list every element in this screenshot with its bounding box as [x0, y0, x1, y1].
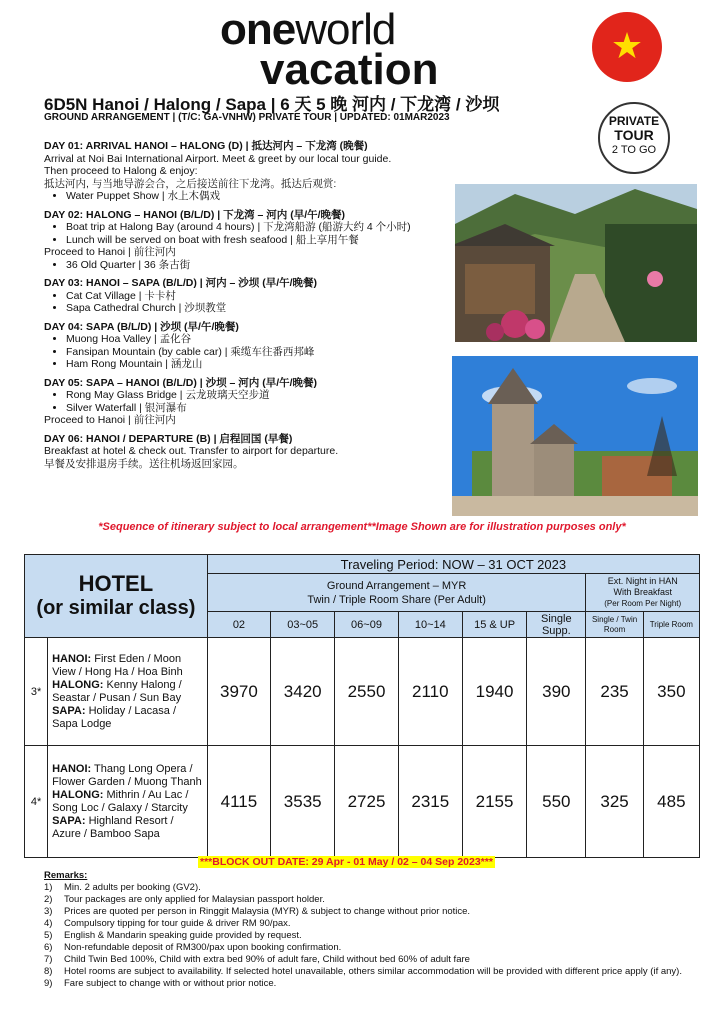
brand-line2: vacation [260, 45, 439, 94]
badge-line1: PRIVATE [608, 114, 660, 128]
hotel-names: First Eden / Moon View / Hong Ha / Hoa Binh [52, 652, 183, 678]
day-04 [44, 321, 454, 371]
ext-line3: (Per Room Per Night) [604, 599, 682, 608]
remark-item: 4) Compulsory tipping for tour guide & driver RM 90/pax. [44, 918, 291, 929]
col-header-ext-triple: Triple Room [643, 612, 699, 638]
remarks-heading: Remarks: [44, 870, 88, 881]
travel-period: Traveling Period: NOW – 31 OCT 2023 [207, 555, 699, 574]
day-heading: DAY 06: HANOI / DEPARTURE (B) | 启程回国 (早餐) [44, 432, 293, 445]
ga-line1: Ground Arrangement – MYR [326, 579, 467, 592]
price-cell: 350 [643, 638, 699, 746]
remark-item: 6) Non-refundable deposit of RM300/pax upon booking confirmation. [44, 942, 342, 953]
remark-item: 7) Child Twin Bed 100%, Child with extra bed 90% of adult fare, Child without bed 60% of adult fare [44, 954, 470, 965]
col-header-single-supp: Single Supp. [527, 612, 586, 638]
page-subtitle: GROUND ARRANGEMENT | (T/C: GA-VNHW) PRIVATE TOUR | UPDATED: 01MAR2023 [44, 112, 450, 123]
remark-item: 8) Hotel rooms are subject to availability. If selected hotel unavailable, others similar accommodation will be provided with different price apply (if any). [44, 966, 682, 977]
badge-line2: TOUR [614, 127, 654, 143]
badge-line3: 2 TO GO [611, 144, 657, 156]
day-item: • Cat Cat Village | 卡卡村 [66, 290, 454, 303]
itinerary [44, 134, 454, 470]
price-cell: 2155 [462, 746, 526, 858]
price-cell: 3420 [271, 638, 335, 746]
price-cell: 1940 [462, 638, 526, 746]
hotel-header-sub: (or similar class) [36, 597, 196, 619]
disclaimer: *Sequence of itinerary subject to local arrangement**Image Shown are for illustration purposes only* [98, 521, 626, 533]
day-06 [44, 433, 454, 471]
day-item: • Rong May Glass Bridge | 云龙玻璃天空步道 [66, 389, 454, 402]
hotel-names: Holiday / Lacasa / Sapa Lodge [52, 704, 177, 730]
hotel-list [48, 746, 208, 858]
col-header: 06~09 [335, 612, 398, 638]
star-rating: 3* [25, 638, 48, 746]
price-cell: 3535 [271, 746, 335, 858]
day-text: 早餐及安排退房手续。送往机场返回家园。 [44, 457, 244, 470]
price-cell: 2725 [335, 746, 398, 858]
remark-item: 1) Min. 2 adults per booking (GV2). [44, 882, 201, 893]
city-label: HALONG: [52, 678, 104, 691]
hotel-list [48, 638, 208, 746]
price-cell: 2315 [398, 746, 462, 858]
hotel-names: Mithrin / Au Lac / Song Loc / Galaxy / Starcity [52, 788, 189, 814]
price-cell: 2110 [398, 638, 462, 746]
hotel-names: Thang Long Opera / Flower Garden / Muong Thanh [52, 762, 202, 788]
day-heading: DAY 02: HALONG – HANOI (B/L/D) | 下龙湾 – 河内 (早/午/晚餐) [44, 208, 346, 221]
remark-item: 2) Tour packages are only applied for Malaysian passport holder. [44, 894, 325, 905]
city-label: HALONG: [52, 788, 104, 801]
sapa-village-photo [455, 184, 697, 342]
day-item: • 36 Old Quarter | 36 条古街 [66, 259, 454, 272]
day-01 [44, 140, 454, 203]
brand-logo [220, 5, 510, 94]
vietnam-flag-icon: ★ [592, 12, 662, 82]
blockout-dates: ***BLOCK OUT DATE: 29 Apr - 01 May / 02 – 04 Sep 2023*** [200, 856, 493, 868]
col-header-ext-single: Single / Twin Room [586, 612, 643, 638]
remark-item: 5) English & Mandarin speaking guide provided by request. [44, 930, 302, 941]
page-title: 6D5N Hanoi / Halong / Sapa | 6 天 5 晚 河内 / 下龙湾 / 沙坝 [44, 95, 500, 114]
day-item: • Fansipan Mountain (by cable car) | 乘缆车往番西邦峰 [66, 346, 454, 359]
ext-night-header [586, 574, 700, 612]
day-item: • Boat trip at Halong Bay (around 4 hours) | 下龙湾船游 (船游大约 4 个小时) [66, 221, 454, 234]
day-text: Proceed to Hanoi | 前往河内 [44, 414, 176, 426]
day-text: Proceed to Hanoi | 前往河内 [44, 246, 176, 258]
hotel-names: Highland Resort / Azure / Bamboo Sapa [52, 814, 174, 840]
col-header: 15 & UP [462, 612, 526, 638]
private-tour-badge [598, 102, 670, 174]
day-text: Breakfast at hotel & check out. Transfer to airport for departure. [44, 445, 339, 457]
ga-line2: Twin / Triple Room Share (Per Adult) [307, 593, 486, 606]
ext-line2: With Breakfast [613, 587, 672, 597]
star-rating: 4* [25, 746, 48, 858]
day-02 [44, 209, 454, 272]
price-cell: 4115 [207, 746, 270, 858]
city-label: HANOI: [52, 762, 92, 775]
hotel-header-title: HOTEL [78, 571, 154, 596]
price-cell: 390 [527, 638, 586, 746]
price-cell: 325 [586, 746, 643, 858]
col-header: 02 [207, 612, 270, 638]
remark-item: 3) Prices are quoted per person in Ringgit Malaysia (MYR) & subject to change without prior notice. [44, 906, 471, 917]
city-label: SAPA: [52, 704, 86, 717]
brand-line1-bold: one [220, 5, 296, 54]
col-header: 03~05 [271, 612, 335, 638]
day-item: • Water Puppet Show | 水上木偶戏 [66, 190, 454, 203]
day-text: 抵达河内, 与当地导游会合，之后接送前往下龙湾。抵达后观赏: [44, 177, 337, 190]
day-item: • Sapa Cathedral Church | 沙坝教堂 [66, 302, 454, 315]
city-label: SAPA: [52, 814, 86, 827]
price-cell: 550 [527, 746, 586, 858]
hotel-names: Kenny Halong / Seastar / Pusan / Sun Bay [52, 678, 182, 704]
ground-arrangement-header [207, 574, 586, 612]
day-heading: DAY 01: ARRIVAL HANOI – HALONG (D) | 抵达河内 – 下龙湾 (晚餐) [44, 140, 368, 152]
day-03 [44, 277, 454, 315]
day-item: • Lunch will be served on boat with fresh seafood | 船上享用午餐 [66, 234, 454, 247]
day-heading: DAY 04: SAPA (B/L/D) | 沙坝 (早/午/晚餐) [44, 320, 239, 333]
price-table [24, 554, 700, 858]
col-header: 10~14 [398, 612, 462, 638]
brand-line1-light: world [295, 5, 396, 54]
day-05 [44, 377, 454, 427]
day-heading: DAY 05: SAPA – HANOI (B/L/D) | 沙坝 – 河内 (早/午/晚餐) [44, 376, 318, 389]
hotel-header [25, 555, 208, 638]
ext-line1: Ext. Night in HAN [607, 576, 678, 586]
day-text: Then proceed to Halong & enjoy: [44, 165, 198, 177]
price-cell: 235 [586, 638, 643, 746]
day-item: • Muong Hoa Valley | 孟化谷 [66, 333, 454, 346]
remarks [44, 870, 684, 990]
price-cell: 3970 [207, 638, 270, 746]
day-item: • Ham Rong Mountain | 涵龙山 [66, 358, 454, 371]
remark-item: 9) Fare subject to change with or without prior notice. [44, 978, 277, 989]
day-text: Arrival at Noi Bai International Airport. Meet & greet by our local tour guide. [44, 152, 392, 165]
sapa-church-photo [452, 356, 698, 516]
city-label: HANOI: [52, 652, 92, 665]
price-cell: 2550 [335, 638, 398, 746]
day-item: • Silver Waterfall | 银河瀑布 [66, 402, 454, 415]
price-cell: 485 [643, 746, 699, 858]
day-heading: DAY 03: HANOI – SAPA (B/L/D) | 河内 – 沙坝 (早/午/晚餐) [44, 277, 318, 289]
